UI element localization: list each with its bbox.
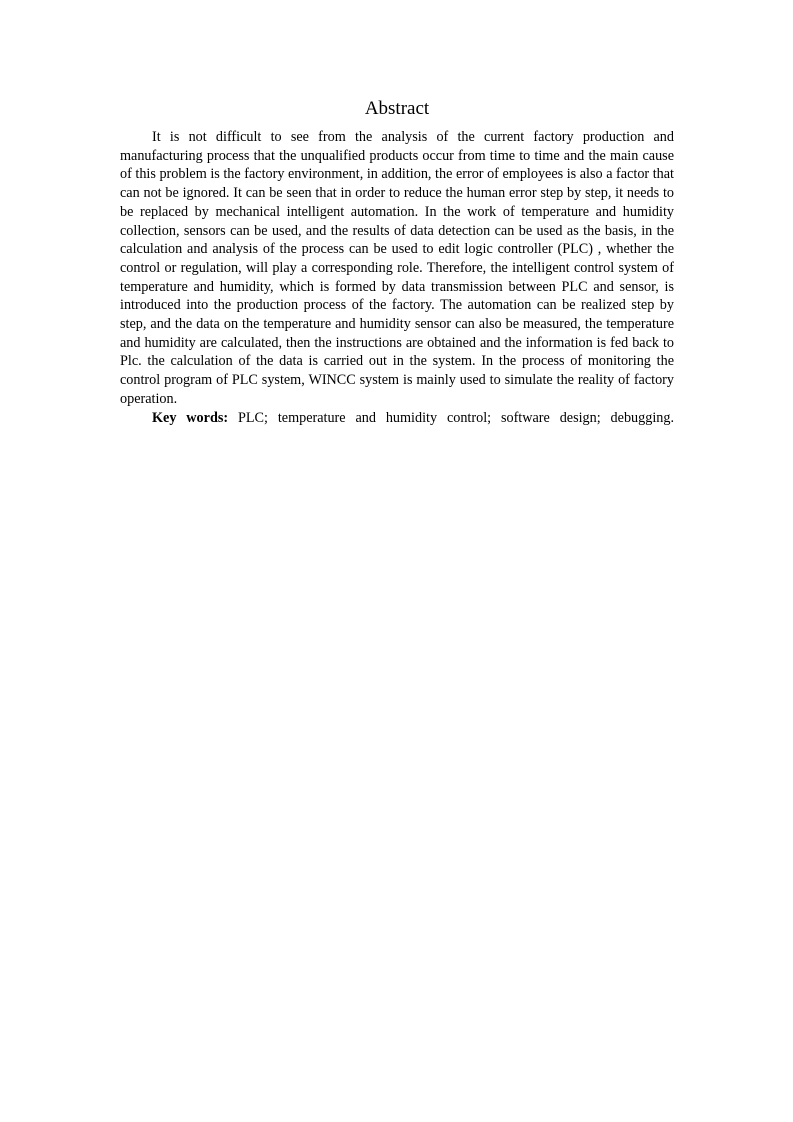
abstract-paragraph: It is not difficult to see from the analysis of the current factory production and manufacturing process that the unqualified products occur from time to time and the main cause of this problem is the factory environment, in addition, the error of employees is also a factor that can not be ignored. It can be seen that in order to reduce the human error step by step, it needs to be replaced by mechanical intelligent automation. In the work of temperature and humidity collection, sensors can be used, and the results of data detection can be used as the basis, in the calculation and analysis of the process can be used to edit logic controller (PLC) , whether the control or regulation, will play a corresponding role. Therefore, the intelligent control system of temperature and humidity, which is formed by data transmission between PLC and sensor, is introduced into the production process of the factory. The automation can be realized step by step, and the data on the temperature and humidity sensor can also be measured, the temperature and humidity are calculated, then the instructions are obtained and the information is fed back to Plc. the calculation of the data is carried out in the system. In the process of monitoring the control program of PLC system, WINCC system is mainly used to simulate the reality of factory operation.: [120, 129, 674, 407]
keywords-label: Key words:: [152, 409, 229, 426]
abstract-title: Abstract: [364, 98, 430, 119]
keywords-line: [120, 409, 674, 428]
keywords-text: PLC; temperature and humidity control; software design; debugging.: [228, 409, 675, 426]
abstract-section: [120, 96, 674, 427]
